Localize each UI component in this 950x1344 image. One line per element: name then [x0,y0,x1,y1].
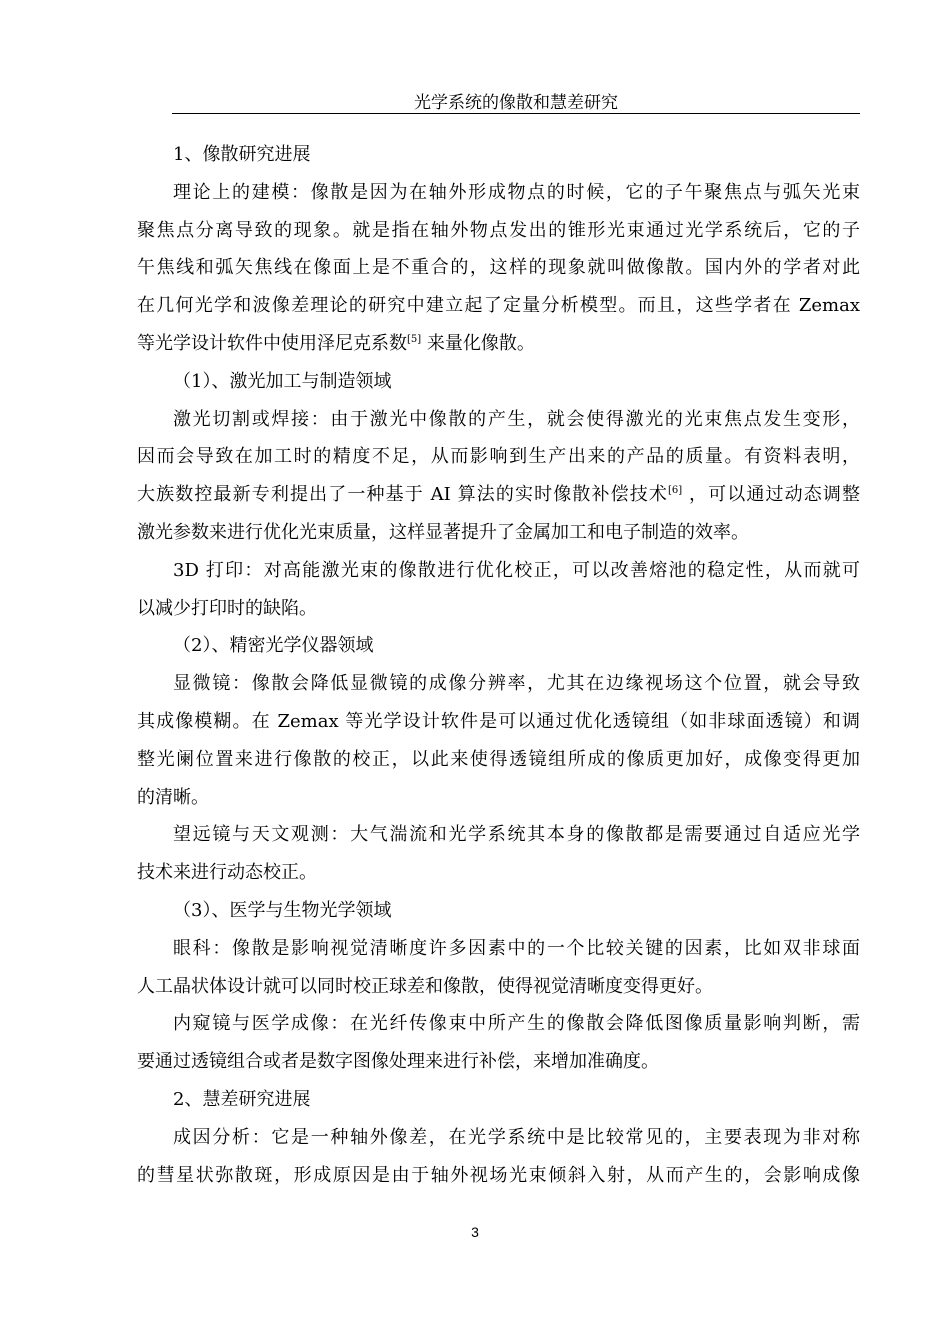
paragraph-line: 理论上的建模：像散是因为在轴外形成物点的时候，它的子午聚焦点与弧矢光束 [173,181,860,203]
text-run: 等光学设计软件中使用泽尼克系数 [137,332,407,354]
paragraph-line: 成因分析：它是一种轴外像差，在光学系统中是比较常见的，主要表现为非对称 [173,1126,860,1148]
citation-5: [5] [407,333,422,345]
paragraph-line: 要通过透镜组合或者是数字图像处理来进行补偿，来增加准确度。 [137,1051,659,1073]
paragraph-line: 人工晶状体设计就可以同时校正球差和像散，使得视觉清晰度变得更好。 [137,975,713,997]
paragraph-line: 技术来进行动态校正。 [137,862,317,884]
paragraph-line: 午焦线和弧矢焦线在像面上是不重合的，这样的现象就叫做像散。国内外的学者对此 [137,257,860,279]
citation-6: [6] [667,485,683,497]
page-number: 3 [471,1224,479,1240]
subsection-heading-laser: （1）、激光加工与制造领域 [173,370,392,392]
paragraph-line: 激光参数来进行优化光束质量，这样显著提升了金属加工和电子制造的效率。 [137,521,749,543]
subsection-heading-medical-optics: （3）、医学与生物光学领域 [173,899,392,921]
paragraph-line: 眼科：像散是影响视觉清晰度许多因素中的一个比较关键的因素，比如双非球面 [173,937,860,959]
paragraph-line: 望远镜与天文观测：大气湍流和光学系统其本身的像散都是需要通过自适应光学 [173,824,860,846]
header-rule [172,113,860,114]
text-run: 来量化像散。 [421,332,535,354]
paragraph-line: 因而会导致在加工时的精度不足，从而影响到生产出来的产品的质量。有资料表明， [137,446,860,468]
paragraph-line: 在几何光学和波像差理论的研究中建立起了定量分析模型。而且，这些学者在 Zemax [137,295,860,317]
paragraph-line: 3D 打印：对高能激光束的像散进行优化校正，可以改善熔池的稳定性，从而就可 [173,559,860,581]
subsection-heading-precision-optics: （2）、精密光学仪器领域 [173,635,374,657]
paragraph-line: 激光切割或焊接：由于激光中像散的产生，就会使得激光的光束焦点发生变形， [173,408,860,430]
paragraph-line: 显微镜：像散会降低显微镜的成像分辨率，尤其在边缘视场这个位置，就会导致 [173,673,860,695]
section-heading-astigmatism: 1、像散研究进展 [173,144,311,165]
text-run: ，可以通过动态调整 [682,484,860,506]
paragraph-line: 整光阑位置来进行像散的校正，以此来使得透镜组所成的像质更加好，成像变得更加 [137,748,860,770]
running-header: 光学系统的像散和慧差研究 [414,93,618,113]
paragraph-line: 聚焦点分离导致的现象。就是指在轴外物点发出的锥形光束通过光学系统后，它的子 [137,219,860,241]
paragraph-line [137,476,860,514]
paragraph-line: 内窥镜与医学成像：在光纤传像束中所产生的像散会降低图像质量影响判断，需 [173,1013,860,1035]
paragraph-line: 的彗星状弥散斑，形成原因是由于轴外视场光束倾斜入射，从而产生的，会影响成像 [137,1164,860,1186]
section-heading-coma: 2、慧差研究进展 [173,1088,311,1110]
text-run: 大族数控最新专利提出了一种基于 AI 算法的实时像散补偿技术 [137,484,668,506]
paragraph-line: 的清晰。 [137,786,209,808]
paragraph-line [137,325,860,363]
paragraph-line: 其成像模糊。在 Zemax 等光学设计软件是可以通过优化透镜组（如非球面透镜）和调 [137,710,860,732]
paragraph-line: 以减少打印时的缺陷。 [137,597,317,619]
body-text [137,136,860,1194]
